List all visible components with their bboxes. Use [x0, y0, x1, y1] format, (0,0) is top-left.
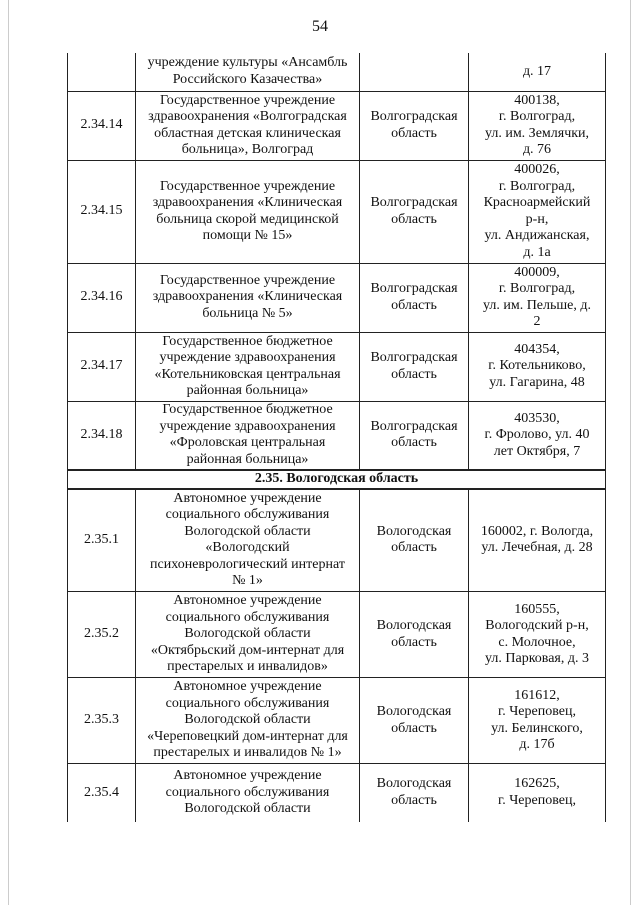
region: Вологодская область — [360, 764, 469, 822]
address: 160555, Вологодский р-н, с. Молочное, ул. Парковая, д. 3 — [469, 592, 606, 678]
row-number: 2.34.16 — [68, 263, 136, 332]
address: 400026, г. Волгоград, Красноармейский р-н, ул. Андижанская, д. 1а — [469, 160, 606, 263]
institution-name: Автономное учреждение социального обслуживания Вологодской области «Вологодский психоневрологический интернат № 1» — [136, 489, 360, 592]
table-row — [68, 53, 606, 91]
address: 403530, г. Фролово, ул. 40 лет Октября, 7 — [469, 401, 606, 470]
table-row — [68, 764, 606, 822]
institution-name: Государственное бюджетное учреждение здравоохранения «Фроловская центральная районная больница» — [136, 401, 360, 470]
table-row — [68, 592, 606, 678]
page-edge-right — [630, 0, 631, 905]
region: Вологодская область — [360, 678, 469, 764]
institution-name: Государственное учреждение здравоохранения «Волгоградская областная детская клиническая больница», Волгоград — [136, 91, 360, 160]
region: Волгоградская область — [360, 160, 469, 263]
address: д. 17 — [469, 53, 606, 91]
address: 400009, г. Волгоград, ул. им. Пельше, д. 2 — [469, 263, 606, 332]
row-number: 2.34.17 — [68, 332, 136, 401]
institution-name: Государственное бюджетное учреждение здравоохранения «Котельниковская центральная районная больница» — [136, 332, 360, 401]
region: Волгоградская область — [360, 91, 469, 160]
institution-name: Государственное учреждение здравоохранения «Клиническая больница № 5» — [136, 263, 360, 332]
table-row — [68, 91, 606, 160]
row-number: 2.35.3 — [68, 678, 136, 764]
address: 160002, г. Вологда, ул. Лечебная, д. 28 — [469, 489, 606, 592]
section-heading: 2.35. Вологодская область — [68, 470, 606, 489]
table-row — [68, 263, 606, 332]
row-number: 2.34.18 — [68, 401, 136, 470]
row-number: 2.35.2 — [68, 592, 136, 678]
institution-name: учреждение культуры «Ансамбль Российского Казачества» — [136, 53, 360, 91]
region — [360, 53, 469, 91]
institution-name: Государственное учреждение здравоохранения «Клиническая больница скорой медицинской помощи № 15» — [136, 160, 360, 263]
row-number: 2.35.4 — [68, 764, 136, 822]
page-edge-left — [8, 0, 9, 905]
section-row — [68, 470, 606, 489]
institution-name: Автономное учреждение социального обслуживания Вологодской области «Череповецкий дом-интернат для престарелых и инвалидов № 1» — [136, 678, 360, 764]
address: 161612, г. Череповец, ул. Белинского, д. 17б — [469, 678, 606, 764]
registry-table — [67, 53, 606, 822]
row-number: 2.35.1 — [68, 489, 136, 592]
table-row — [68, 332, 606, 401]
address: 404354, г. Котельниково, ул. Гагарина, 48 — [469, 332, 606, 401]
table-row — [68, 160, 606, 263]
row-number — [68, 53, 136, 91]
page-number: 54 — [312, 18, 328, 35]
table-row — [68, 489, 606, 592]
region: Волгоградская область — [360, 332, 469, 401]
region: Волгоградская область — [360, 263, 469, 332]
table-row — [68, 401, 606, 470]
institution-name: Автономное учреждение социального обслуживания Вологодской области «Октябрьский дом-интернат для престарелых и инвалидов» — [136, 592, 360, 678]
region: Вологодская область — [360, 592, 469, 678]
row-number: 2.34.14 — [68, 91, 136, 160]
row-number: 2.34.15 — [68, 160, 136, 263]
region: Вологодская область — [360, 489, 469, 592]
institution-name: Автономное учреждение социального обслуживания Вологодской области — [136, 764, 360, 822]
table-row — [68, 678, 606, 764]
address: 400138, г. Волгоград, ул. им. Землячки, д. 76 — [469, 91, 606, 160]
address: 162625, г. Череповец, — [469, 764, 606, 822]
region: Волгоградская область — [360, 401, 469, 470]
